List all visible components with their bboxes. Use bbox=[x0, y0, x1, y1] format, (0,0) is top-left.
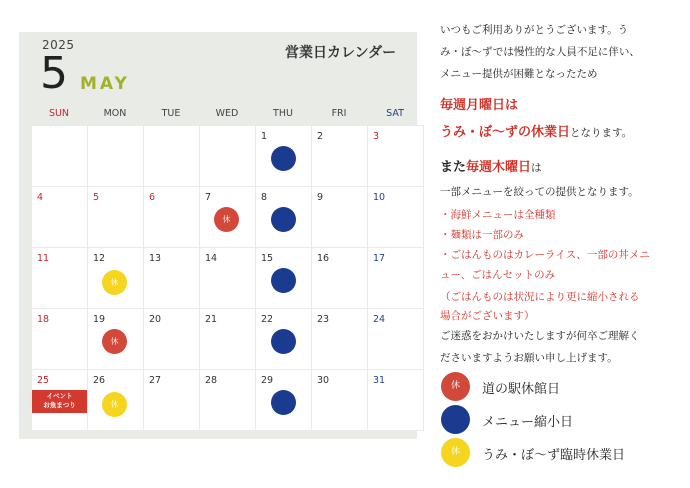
calendar-day-cell bbox=[200, 126, 256, 187]
calendar-day-cell bbox=[368, 187, 424, 248]
calendar-day-cell bbox=[312, 187, 368, 248]
notice-item-4: （ごはんものは状況により更に縮小される bbox=[440, 291, 640, 303]
station-closed-icon: 休 bbox=[214, 207, 239, 232]
day-number: 6 bbox=[149, 192, 156, 203]
notice-item-2: ・麺類は一部のみ bbox=[440, 229, 524, 241]
notice-closed-line bbox=[440, 121, 632, 140]
day-number: 7 bbox=[205, 192, 212, 203]
day-number: 30 bbox=[317, 375, 330, 386]
day-number: 2 bbox=[317, 131, 324, 142]
calendar-day-cell bbox=[88, 126, 144, 187]
calendar-day-cell bbox=[256, 309, 312, 370]
menu-reduced-dot-icon bbox=[271, 146, 296, 171]
day-number: 14 bbox=[205, 253, 218, 264]
notice-thursday-red: 毎週木曜日 bbox=[466, 160, 532, 175]
legend-blue-label: メニュー縮小日 bbox=[482, 415, 574, 430]
calendar-day-cell bbox=[256, 370, 312, 431]
calendar-day-cell bbox=[256, 187, 312, 248]
calendar-day-cell bbox=[144, 248, 200, 309]
calendar-day-cell bbox=[368, 309, 424, 370]
day-number: 29 bbox=[261, 375, 274, 386]
legend-yellow-label: うみ・ぼ～ず臨時休業日 bbox=[482, 448, 626, 463]
calendar-day-cell bbox=[32, 126, 88, 187]
day-number: 12 bbox=[93, 253, 106, 264]
legend-red-holiday-icon: 休 bbox=[441, 372, 470, 401]
notice-item-3: ・ごはんものはカレーライス、一部の丼メニ bbox=[440, 249, 650, 261]
shop-closed-icon: 休 bbox=[102, 392, 127, 417]
dow-sat: SAT bbox=[386, 108, 404, 119]
notice-intro-1: いつもご利用ありがとうございます。う bbox=[440, 24, 629, 36]
day-number: 5 bbox=[93, 192, 100, 203]
calendar-day-cell bbox=[200, 309, 256, 370]
calendar-week bbox=[32, 309, 424, 370]
notice-item-1: ・海鮮メニューは全種類 bbox=[440, 209, 556, 221]
calendar-day-cell bbox=[32, 309, 88, 370]
day-number: 28 bbox=[205, 375, 218, 386]
calendar-day-cell bbox=[200, 248, 256, 309]
shop-closed-icon: 休 bbox=[102, 270, 127, 295]
calendar-day-cell bbox=[312, 370, 368, 431]
calendar-day-cell bbox=[256, 248, 312, 309]
notice-thursday-prefix: また bbox=[440, 160, 467, 175]
calendar-day-cell bbox=[312, 248, 368, 309]
day-number: 26 bbox=[93, 375, 106, 386]
day-number: 17 bbox=[373, 253, 386, 264]
dow-wed: WED bbox=[215, 108, 239, 119]
day-number: 23 bbox=[317, 314, 330, 325]
calendar-day-cell bbox=[200, 370, 256, 431]
calendar-day-cell bbox=[88, 187, 144, 248]
day-number: 16 bbox=[317, 253, 330, 264]
event-banner: イベント お魚まつり bbox=[32, 390, 87, 413]
day-number: 24 bbox=[373, 314, 386, 325]
notice-intro-2: み・ぼ～ずでは慢性的な人員不足に伴い、 bbox=[440, 46, 640, 58]
menu-reduced-dot-icon bbox=[271, 268, 296, 293]
day-number: 25 bbox=[37, 375, 50, 386]
calendar-month-name: MAY bbox=[80, 74, 130, 94]
calendar-day-cell bbox=[368, 248, 424, 309]
calendar-day-cell bbox=[32, 187, 88, 248]
calendar-day-cell bbox=[88, 248, 144, 309]
day-number: 22 bbox=[261, 314, 274, 325]
calendar-day-cell bbox=[32, 370, 88, 431]
day-number: 20 bbox=[149, 314, 162, 325]
notice-item-3b: ュー、ごはんセットのみ bbox=[440, 269, 556, 281]
calendar-year: 2025 bbox=[42, 38, 75, 52]
calendar-day-cell bbox=[312, 126, 368, 187]
calendar-week bbox=[32, 370, 424, 431]
station-closed-icon: 休 bbox=[102, 329, 127, 354]
notice-item-4b: 場合がございます） bbox=[440, 310, 535, 322]
day-number: 11 bbox=[37, 253, 50, 264]
dow-tue: TUE bbox=[161, 108, 181, 119]
legend-yellow-holiday-icon: 休 bbox=[441, 438, 470, 467]
notice-thursday-line bbox=[440, 156, 542, 175]
day-number: 4 bbox=[37, 192, 44, 203]
day-number: 3 bbox=[373, 131, 380, 142]
notice-apology-2: ださいますようお願い申し上げます。 bbox=[440, 352, 618, 364]
dow-mon: MON bbox=[103, 108, 127, 119]
day-number: 1 bbox=[261, 131, 268, 142]
calendar-day-cell bbox=[32, 248, 88, 309]
notice-closed-monday: 毎週月曜日は bbox=[440, 98, 519, 113]
menu-reduced-dot-icon bbox=[271, 390, 296, 415]
day-number: 21 bbox=[205, 314, 218, 325]
calendar-day-cell bbox=[312, 309, 368, 370]
calendar-day-cell bbox=[256, 126, 312, 187]
calendar-day-cell bbox=[368, 126, 424, 187]
day-number: 13 bbox=[149, 253, 162, 264]
calendar-week bbox=[32, 126, 424, 187]
day-number: 31 bbox=[373, 375, 386, 386]
calendar-week bbox=[32, 187, 424, 248]
calendar-month-number: 5 bbox=[40, 48, 68, 99]
notice-apology-1: ご迷惑をおかけいたしますが何卒ご理解く bbox=[440, 330, 640, 342]
day-number: 19 bbox=[93, 314, 106, 325]
day-number: 9 bbox=[317, 192, 324, 203]
calendar-day-cell bbox=[144, 370, 200, 431]
calendar-week bbox=[32, 248, 424, 309]
day-number: 15 bbox=[261, 253, 274, 264]
calendar-day-cell bbox=[144, 126, 200, 187]
notice-thursday-suffix: は bbox=[531, 162, 542, 174]
legend-red-label: 道の駅休館日 bbox=[482, 382, 561, 397]
calendar-grid bbox=[31, 125, 424, 431]
day-number: 27 bbox=[149, 375, 162, 386]
menu-reduced-dot-icon bbox=[271, 207, 296, 232]
menu-reduced-dot-icon bbox=[271, 329, 296, 354]
dow-sun: SUN bbox=[48, 108, 70, 119]
notice-intro-3: メニュー提供が困難となったため bbox=[440, 68, 598, 80]
calendar-day-cell bbox=[144, 187, 200, 248]
calendar-day-cell bbox=[368, 370, 424, 431]
day-number: 8 bbox=[261, 192, 268, 203]
day-number: 18 bbox=[37, 314, 50, 325]
legend-blue-dot-icon bbox=[441, 405, 470, 434]
calendar-day-cell bbox=[200, 187, 256, 248]
dow-thu: THU bbox=[273, 108, 293, 119]
dow-fri: FRI bbox=[331, 108, 347, 119]
notice-closed-shop: うみ・ぼ～ずの休業日 bbox=[440, 125, 571, 140]
notice-closed-suffix: となります。 bbox=[570, 127, 633, 139]
calendar-title: 営業日カレンダー bbox=[285, 45, 397, 61]
day-number: 10 bbox=[373, 192, 386, 203]
calendar-day-cell bbox=[144, 309, 200, 370]
calendar-day-cell bbox=[88, 309, 144, 370]
notice-limited: 一部メニューを絞っての提供となります。 bbox=[440, 186, 639, 198]
calendar-day-cell bbox=[88, 370, 144, 431]
